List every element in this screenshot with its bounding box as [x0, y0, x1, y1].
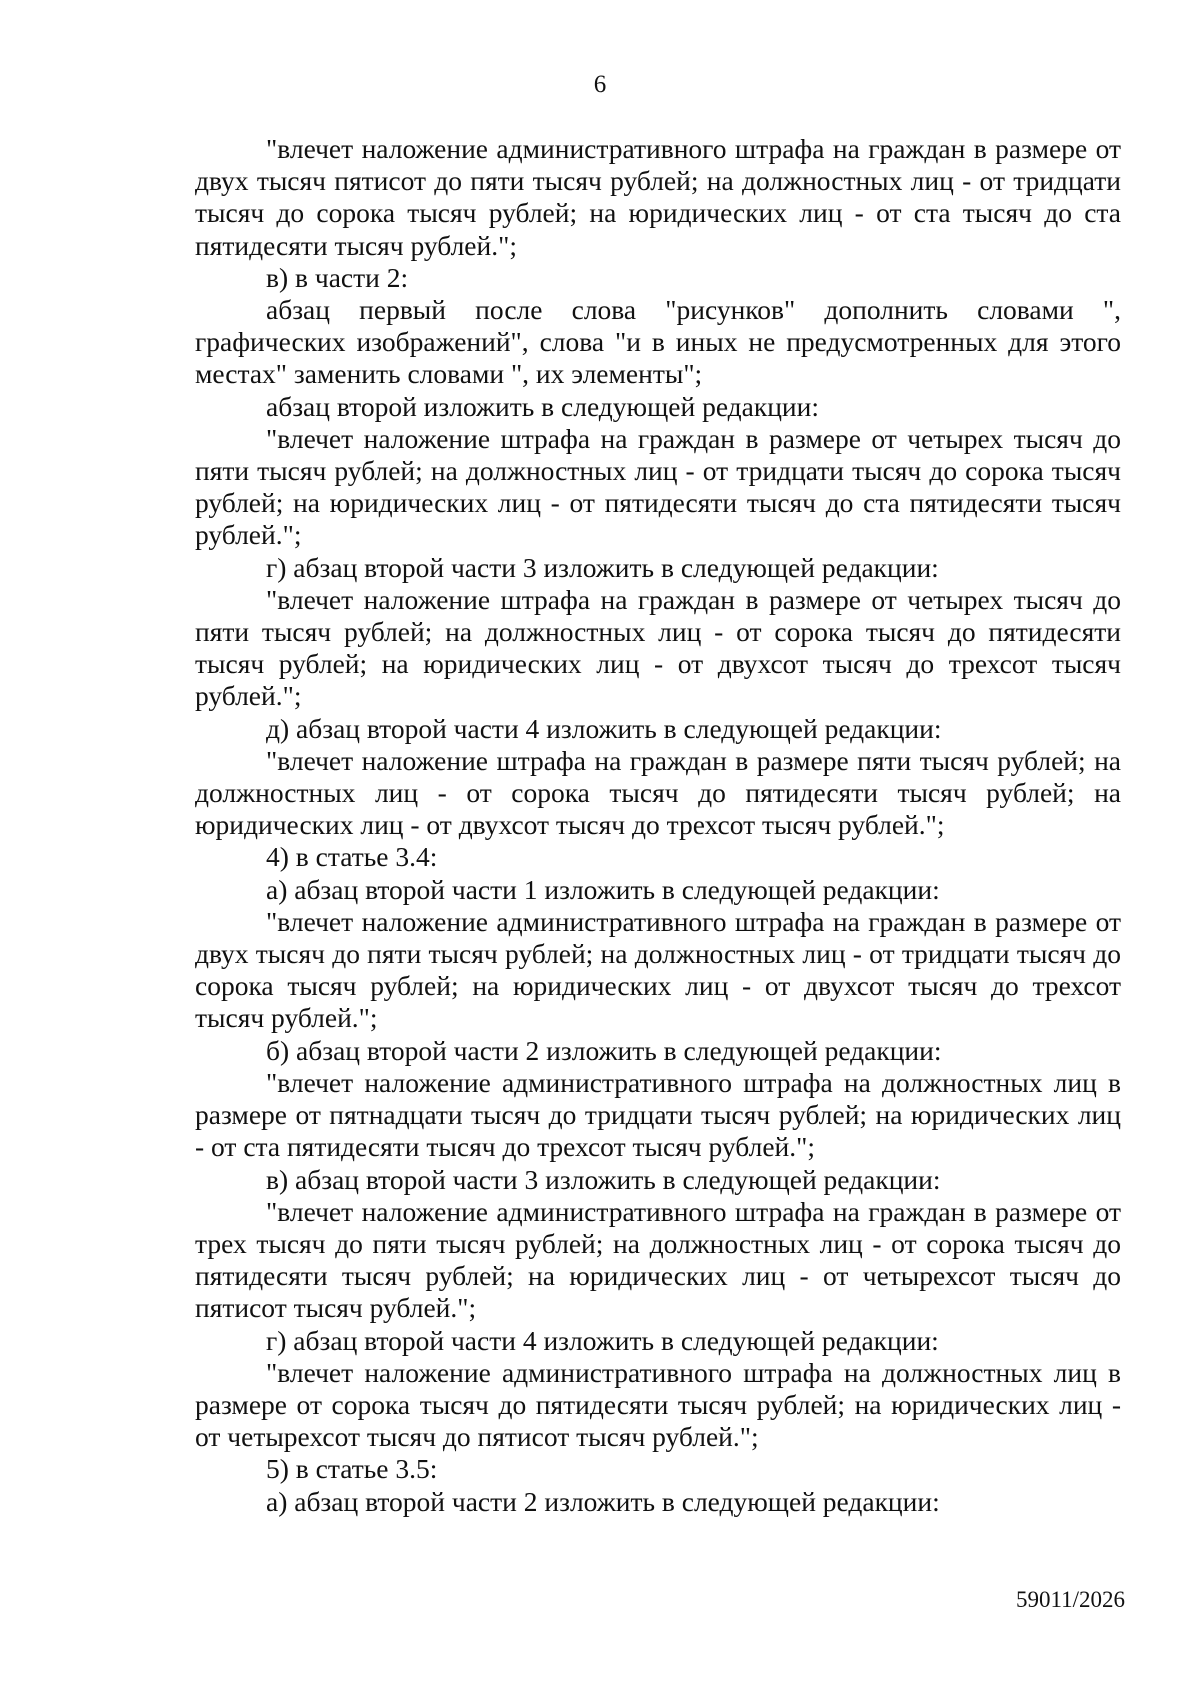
amendment-item: г) абзац второй части 4 изложить в следующей редакции: [266, 1324, 939, 1356]
quoted-text-paragraph: "влечет наложение административного штрафа на граждан в размере от двух тысяч до пяти тысяч рублей; на должностных лиц - от тридцати тысяч до сорока тысяч рублей; на юридических лиц - от двухсот тысяч до трехсот тысяч рублей."; [195, 905, 1121, 1034]
quoted-text-paragraph: "влечет наложение штрафа на граждан в размере от четырех тысяч до пяти тысяч рублей; на должностных лиц - от сорока тысяч до пятидесяти тысяч рублей; на юридических лиц - от двухсот тысяч до трехсот тысяч рублей."; [195, 583, 1121, 712]
amendment-item: б) абзац второй части 2 изложить в следующей редакции: [266, 1034, 942, 1066]
article-heading: 5) в статье 3.5: [266, 1453, 438, 1485]
page-number: 6 [593, 71, 607, 98]
amendment-item: а) абзац второй части 2 изложить в следующей редакции: [266, 1485, 940, 1517]
article-heading: 4) в статье 3.4: [266, 841, 438, 873]
amendment-item: в) в части 2: [266, 261, 409, 293]
amendment-item: а) абзац второй части 1 изложить в следующей редакции: [266, 873, 940, 905]
amendment-instruction: абзац первый после слова "рисунков" дополнить словами ", графических изображений", слова "и в иных не предусмотренных для этого местах" заменить словами ", их элементы"; [195, 294, 1121, 390]
quoted-text-paragraph: "влечет наложение административного штрафа на граждан в размере от трех тысяч до пяти тысяч рублей; на должностных лиц - от сорока тысяч до пятидесяти тысяч рублей; на юридических лиц - от четырехсот тысяч до пятисот тысяч рублей."; [195, 1195, 1121, 1324]
document-body [195, 133, 1121, 1518]
quoted-text-paragraph: "влечет наложение административного штрафа на должностных лиц в размере от пятнадцати тысяч до тридцати тысяч рублей; на юридических лиц - от ста пятидесяти тысяч до трехсот тысяч рублей."; [195, 1066, 1121, 1163]
quoted-text-paragraph: "влечет наложение административного штрафа на граждан в размере от двух тысяч пятисот до пяти тысяч рублей; на должностных лиц - от тридцати тысяч до сорока тысяч рублей; на юридических лиц - от ста тысяч до ста пятидесяти тысяч рублей."; [195, 133, 1121, 261]
quoted-text-paragraph: "влечет наложение штрафа на граждан в размере от четырех тысяч до пяти тысяч рублей; на должностных лиц - от тридцати тысяч до сорока тысяч рублей; на юридических лиц - от пятидесяти тысяч до ста пятидесяти тысяч рублей."; [195, 422, 1121, 551]
quoted-text-paragraph: "влечет наложение административного штрафа на должностных лиц в размере от сорока тысяч до пятидесяти тысяч рублей; на юридических лиц - от четырехсот тысяч до пятисот тысяч рублей."; [195, 1356, 1121, 1453]
amendment-item: в) абзац второй части 3 изложить в следующей редакции: [266, 1163, 941, 1195]
amendment-item: г) абзац второй части 3 изложить в следующей редакции: [266, 551, 939, 583]
quoted-text-paragraph: "влечет наложение штрафа на граждан в размере пяти тысяч рублей; на должностных лиц - от сорока тысяч до пятидесяти тысяч рублей; на юридических лиц - от двухсот тысяч до трехсот тысяч рублей."; [195, 744, 1121, 841]
document-code: 59011/2026 [1015, 1587, 1125, 1612]
amendment-item: д) абзац второй части 4 изложить в следующей редакции: [266, 712, 942, 744]
amendment-instruction: абзац второй изложить в следующей редакции: [266, 390, 820, 422]
